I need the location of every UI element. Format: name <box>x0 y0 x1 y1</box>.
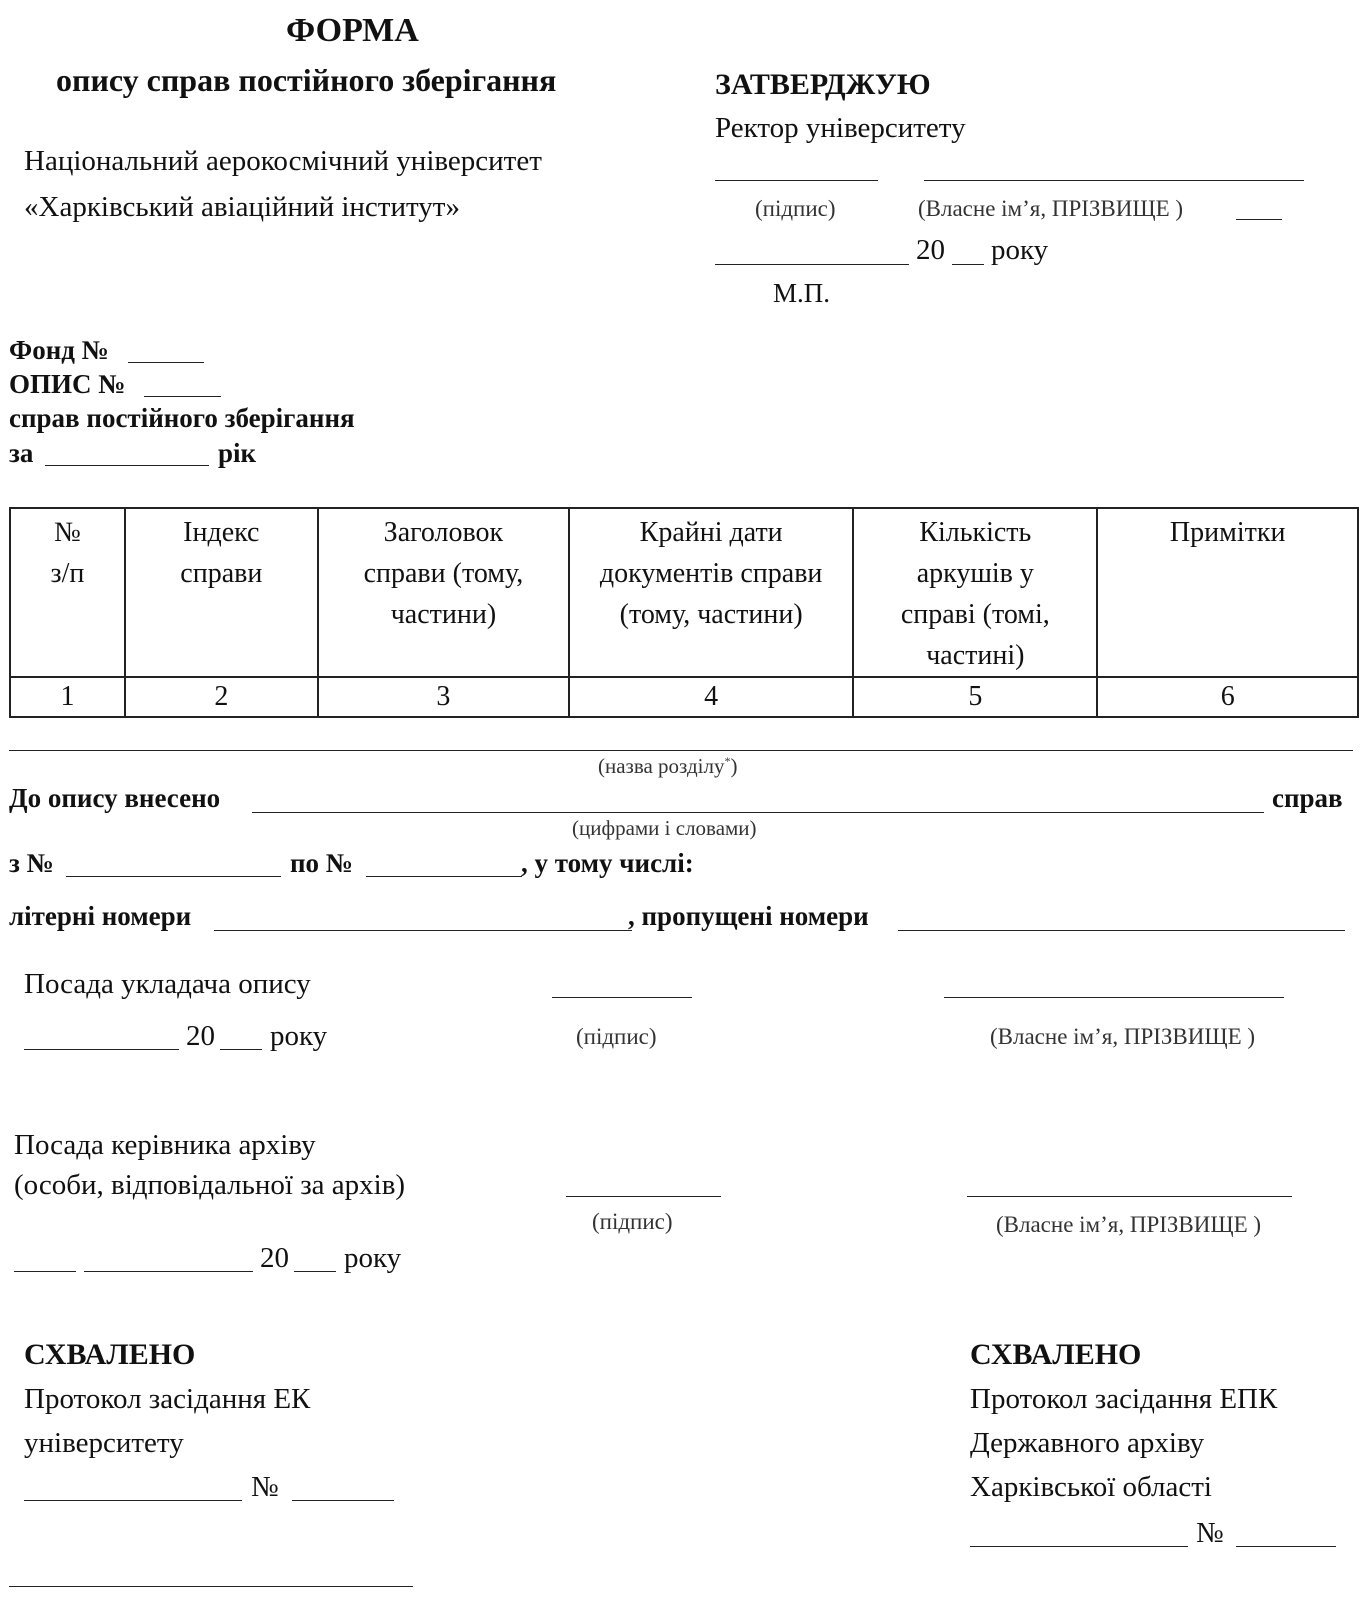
including-label: , у тому числі: <box>521 848 694 878</box>
included-label: До опису внесено <box>9 783 221 813</box>
letter-numbers-line <box>214 930 632 931</box>
header-cell-dates: Крайні дати документів справи (тому, частини) <box>569 508 853 677</box>
to-number-line <box>366 876 522 877</box>
period-year-line <box>45 465 209 466</box>
column-number-1: 1 <box>10 677 125 717</box>
included-suffix: справ <box>1272 783 1343 813</box>
from-number-line <box>66 876 281 877</box>
approval-year-prefix: 20 <box>916 234 945 266</box>
header-cell-notes: Примітки <box>1097 508 1358 677</box>
column-number-4: 4 <box>569 677 853 717</box>
from-number-label: з № <box>9 848 54 878</box>
approved-right-title: СХВАЛЕНО <box>970 1338 1142 1371</box>
table-number-row <box>10 677 1358 717</box>
period-year-label: рік <box>218 438 257 468</box>
header-cell-number: № з/п <box>10 508 125 677</box>
compiler-position-label: Посада укладача опису <box>24 968 311 1000</box>
archive-head-year-prefix: 20 <box>260 1242 289 1274</box>
compiler-name-line <box>944 997 1284 998</box>
approved-right-date-line <box>970 1546 1188 1547</box>
archive-head-position-line1: Посада керівника архіву <box>14 1129 316 1161</box>
footnote-separator-line <box>9 1586 413 1587</box>
compiler-year-prefix: 20 <box>186 1020 215 1052</box>
fund-label: Фонд № <box>9 335 109 365</box>
approved-left-title: СХВАЛЕНО <box>24 1338 196 1371</box>
fund-number-line <box>128 362 204 363</box>
compiler-signature-label: (підпис) <box>576 1024 657 1049</box>
approval-date-line <box>715 264 909 265</box>
approved-right-number-line <box>1236 1546 1336 1547</box>
approval-year-suffix: року <box>991 234 1049 266</box>
approved-right-line1: Протокол засідання ЕПК <box>970 1383 1278 1415</box>
archive-head-year-line <box>294 1271 336 1272</box>
column-number-2: 2 <box>125 677 318 717</box>
included-count-line <box>252 812 1264 813</box>
compiler-year-line <box>220 1049 262 1050</box>
approved-right-line3: Харківської області <box>970 1471 1212 1503</box>
missed-numbers-line <box>898 930 1345 931</box>
column-number-6: 6 <box>1097 677 1358 717</box>
rector-signature-line <box>715 180 878 181</box>
header-cell-sheets: Кількість аркушів у справі (томі, частині) <box>853 508 1097 677</box>
approval-position: Ректор університету <box>715 112 966 144</box>
rector-name-label: (Власне ім’я, ПРІЗВИЩЕ ) <box>918 196 1184 221</box>
archive-head-signature-line <box>566 1196 721 1197</box>
approved-left-line1: Протокол засідання ЕК <box>24 1383 311 1415</box>
header-cell-index: Індекс справи <box>125 508 318 677</box>
approved-right-line2: Державного архіву <box>970 1427 1205 1459</box>
section-name-line <box>9 750 1353 751</box>
archive-head-signature-label: (підпис) <box>592 1209 673 1234</box>
approval-year-line <box>952 264 984 265</box>
header-cell-title: Заголовок справи (тому, частини) <box>318 508 569 677</box>
approved-left-line2: університету <box>24 1427 184 1459</box>
section-name-label: (назва розділу*) <box>598 754 738 778</box>
archive-head-name-line <box>967 1196 1292 1197</box>
rector-signature-label: (підпис) <box>755 196 836 221</box>
archive-head-day-line <box>14 1271 76 1272</box>
org-name-line2: «Харківський авіаційний інститут» <box>24 191 460 223</box>
org-name-line1: Національний аерокосмічний університет <box>24 145 542 177</box>
table-header-row <box>10 508 1358 677</box>
archive-head-month-line <box>84 1271 253 1272</box>
archive-head-name-label: (Власне ім’я, ПРІЗВИЩЕ ) <box>996 1212 1262 1237</box>
form-title: ФОРМА <box>286 12 419 49</box>
compiler-date-line <box>24 1049 179 1050</box>
seal-label: М.П. <box>773 278 831 308</box>
column-number-5: 5 <box>853 677 1097 717</box>
approved-right-number-label: № <box>1196 1517 1224 1549</box>
inventory-label: ОПИС № <box>9 369 126 399</box>
inventory-number-line <box>144 396 221 397</box>
rector-name-tail-line <box>1236 219 1282 220</box>
compiler-name-label: (Власне ім’я, ПРІЗВИЩЕ ) <box>990 1024 1256 1049</box>
to-number-label: по № <box>290 848 353 878</box>
archive-head-position-line2: (особи, відповідальної за архів) <box>14 1169 406 1201</box>
column-number-3: 3 <box>318 677 569 717</box>
inventory-table <box>9 507 1359 718</box>
rector-name-line <box>924 180 1304 181</box>
approval-title: ЗАТВЕРДЖУЮ <box>715 68 931 101</box>
archive-head-year-suffix: року <box>344 1242 402 1274</box>
missed-numbers-label: , пропущені номери <box>628 901 869 931</box>
letter-numbers-label: літерні номери <box>9 901 192 931</box>
compiler-signature-line <box>552 997 692 998</box>
approved-left-date-line <box>24 1500 242 1501</box>
compiler-year-suffix: року <box>270 1020 328 1052</box>
inventory-type-label: справ постійного зберігання <box>9 403 355 433</box>
approved-left-number-line <box>292 1500 394 1501</box>
digits-words-label: (цифрами і словами) <box>572 816 757 840</box>
period-for-label: за <box>9 438 34 468</box>
form-subtitle: опису справ постійного зберігання <box>56 62 557 98</box>
approved-left-number-label: № <box>251 1471 279 1503</box>
